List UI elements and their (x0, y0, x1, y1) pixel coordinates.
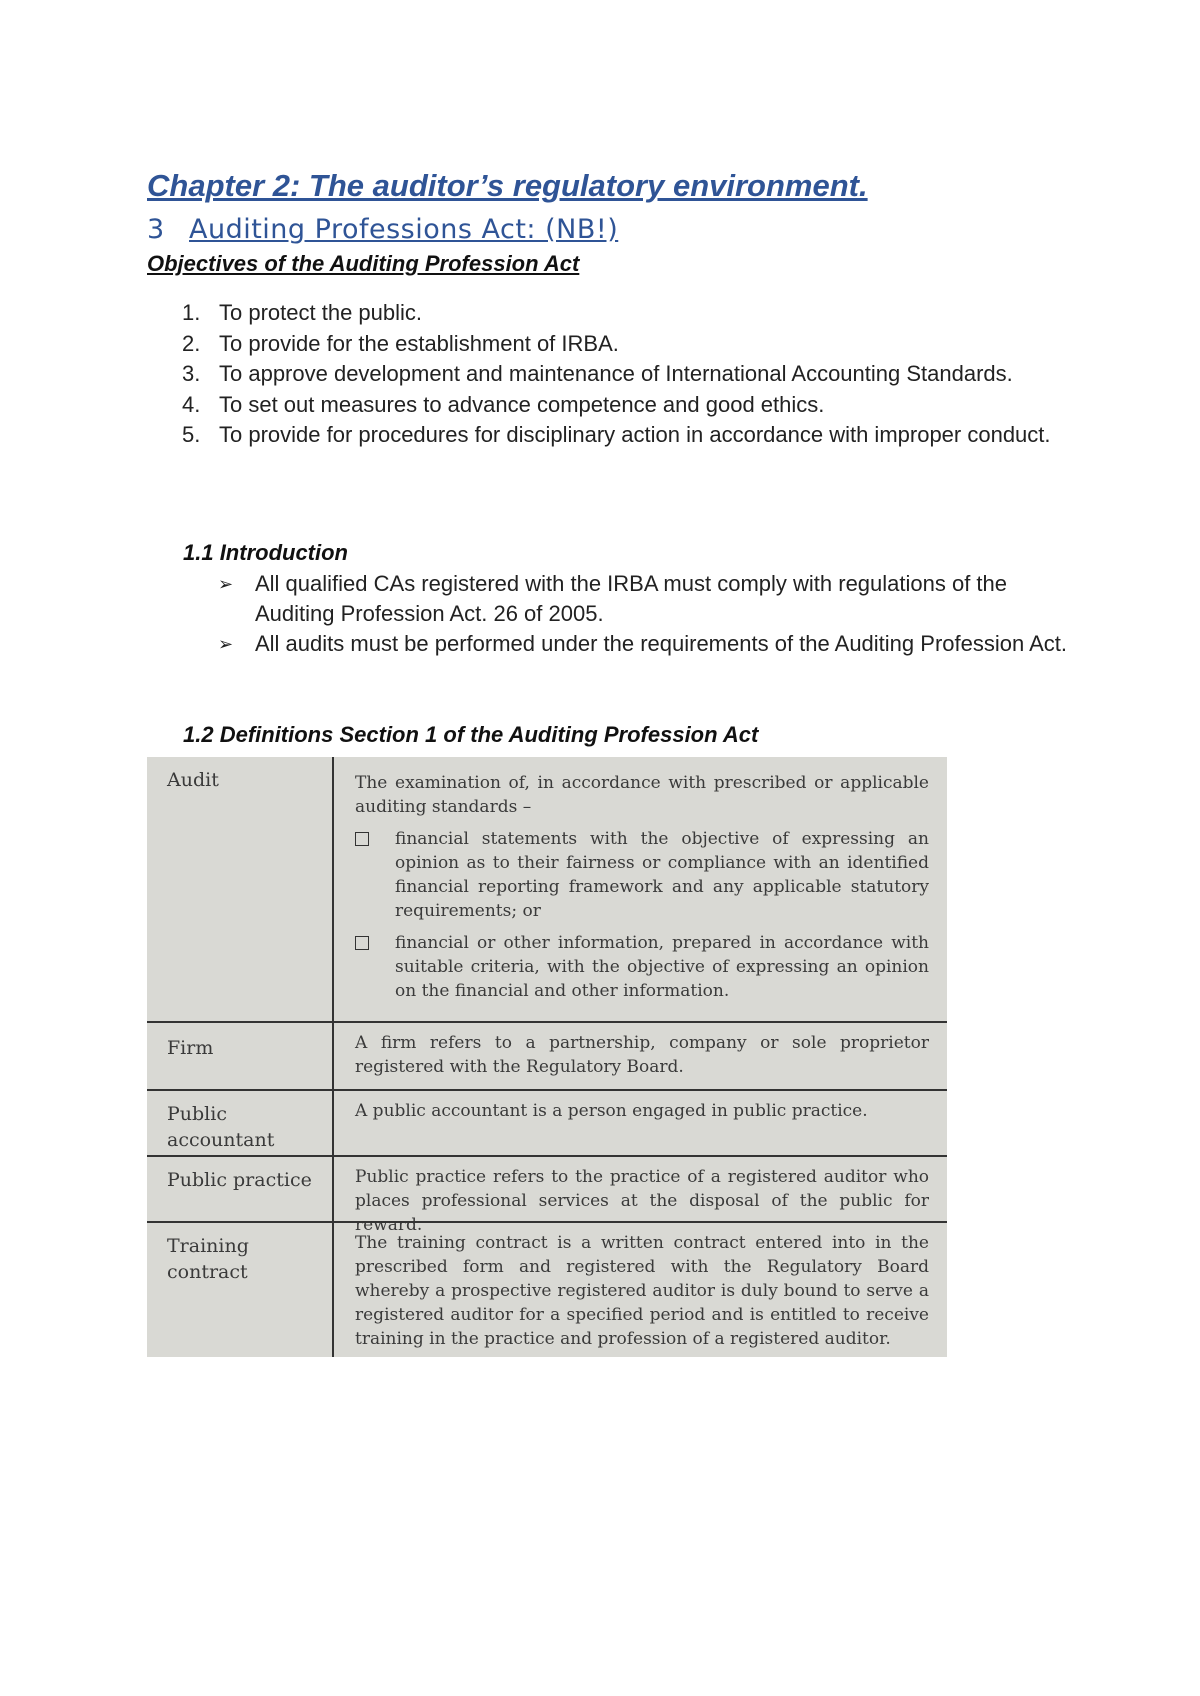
definition: Public practice refers to the practice of a registered auditor who places professional services at the disposal of the public for reward. (355, 1167, 929, 1235)
list-item (182, 329, 1062, 360)
term: Training contract (167, 1235, 249, 1283)
term: Firm (167, 1037, 214, 1059)
table-row (147, 1221, 947, 1357)
item-number: 3. (182, 361, 201, 386)
item-number: 2. (182, 330, 201, 356)
term: Public practice (167, 1169, 312, 1191)
definition (355, 771, 929, 1003)
term: Audit (167, 769, 219, 791)
item-text: To provide for procedures for disciplinary action in accordance with improper conduct. (219, 422, 1051, 447)
item-text: All audits must be performed under the requirements of the Auditing Profession Act. (255, 631, 1068, 656)
arrow-bullet-icon: ➢ (218, 574, 234, 594)
table-row (147, 1021, 947, 1089)
item-text: All qualified CAs registered with the IRBA must comply with regulations of the Auditing Profession Act. 26 of 2005. (255, 571, 1008, 626)
checkbox-square-icon (355, 832, 369, 846)
section-heading (147, 214, 618, 245)
definitions-heading: 1.2 Definitions Section 1 of the Auditing Profession Act (183, 722, 759, 747)
item-number: 1. (182, 300, 201, 325)
list-item (182, 359, 1062, 390)
table-row (147, 1089, 947, 1155)
list-item (182, 420, 1062, 451)
chapter-title: Chapter 2: The auditor’s regulatory environment. (147, 168, 868, 203)
intro-heading: 1.1 Introduction (183, 540, 348, 565)
definition: A firm refers to a partnership, company or sole proprietor registered with the Regulatory Board. (355, 1033, 929, 1077)
definitions-table-image (147, 757, 947, 1357)
intro-bullets (218, 569, 1068, 659)
item-number: 5. (182, 422, 201, 447)
item-number: 4. (182, 391, 201, 417)
item-text: To approve development and maintenance of International Accounting Standards. (219, 361, 1013, 386)
table-row (147, 1155, 947, 1235)
objectives-heading: Objectives of the Auditing Profession Act (147, 251, 580, 276)
item-text: To protect the public. (219, 300, 423, 325)
sub-item (355, 931, 929, 1003)
list-item (182, 298, 1062, 329)
sub-item (355, 827, 929, 923)
section-title: Auditing Professions Act: (NB!) (189, 214, 619, 245)
item-text: To set out measures to advance competence and good ethics. (219, 391, 825, 417)
definition-text: The examination of, in accordance with prescribed or applicable auditing standards – (355, 773, 929, 817)
table-row (147, 757, 947, 1019)
sub-item-text: financial or other information, prepared in accordance with suitable criteria, with the objective of expressing an opinion on the financial and other information. (395, 933, 929, 1001)
section-number: 3 (147, 214, 165, 245)
list-item (218, 629, 1068, 659)
checkbox-square-icon (355, 936, 369, 950)
arrow-bullet-icon: ➢ (218, 634, 234, 654)
item-text: To provide for the establishment of IRBA. (219, 330, 619, 356)
sub-item-text: financial statements with the objective of expressing an opinion as to their fairness or compliance with an identified financial reporting framework and any applicable statutory requirements; or (395, 829, 929, 921)
list-item (182, 390, 1062, 421)
definition: A public accountant is a person engaged in public practice. (355, 1101, 868, 1121)
objectives-list (182, 298, 1062, 451)
term: Public accountant (167, 1103, 275, 1151)
list-item (218, 569, 1068, 629)
definition: The training contract is a written contract entered into in the prescribed form and registered with the Regulatory Board whereby a prospective registered auditor is duly bound to serve a registered auditor for a specified period and is entitled to receive training in the practice and profession of a registered auditor. (355, 1233, 929, 1349)
